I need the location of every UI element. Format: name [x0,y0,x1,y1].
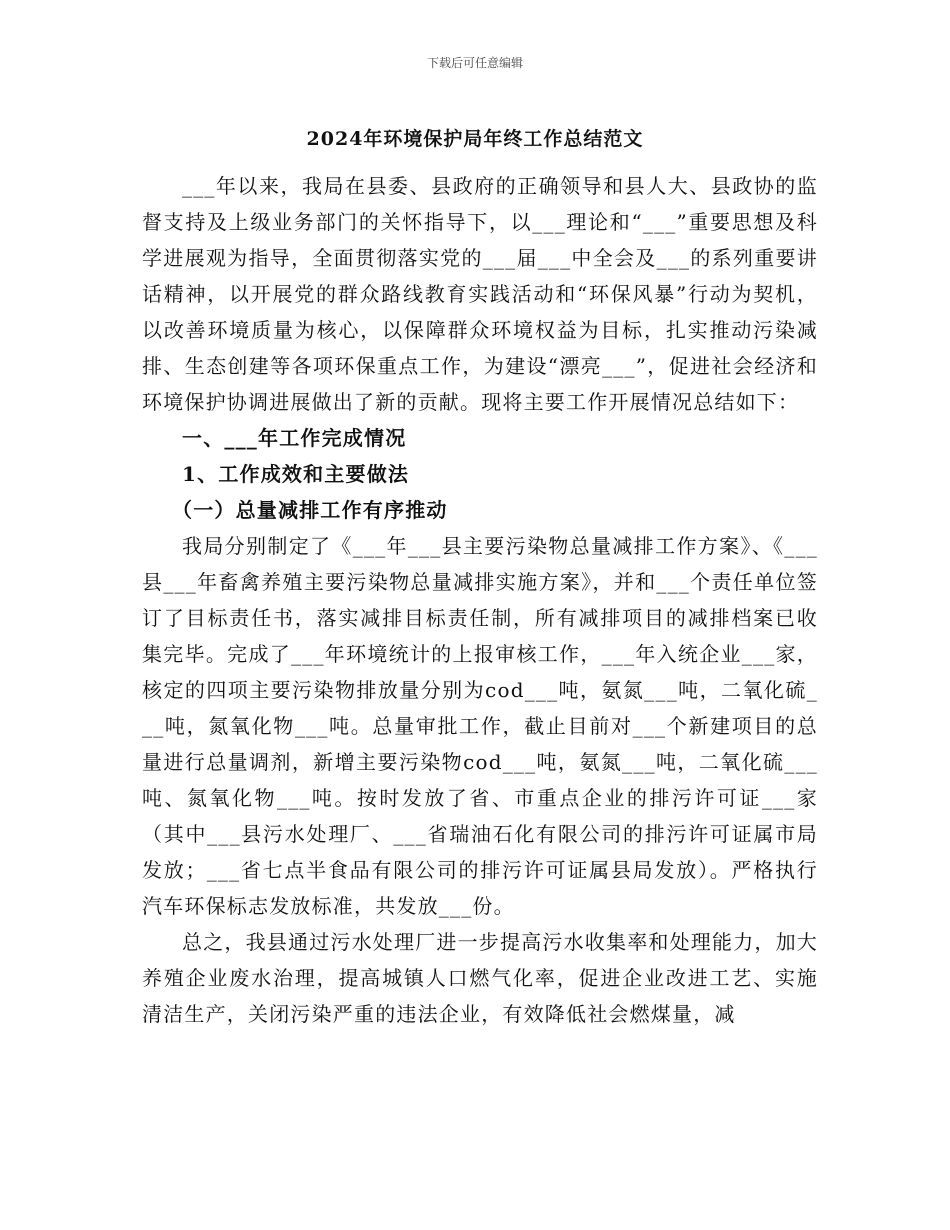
section-heading-1: 一、___年工作完成情况 [182,426,407,450]
section-heading-2: 1、工作成效和主要做法 [182,462,410,486]
intro-paragraph: ___年以来，我局在县委、县政府的正确领导和县人大、县政协的监督支持及上级业务部门的关怀指导下，以___理论和“___”重要思想及科学进展观为指导，全面贯彻落实党的___届___中全会及___的系列重要讲话精神，以开展党的群众路线教育实践活动和“环保风暴”行动为契机，以改善环境质量为核心，以保障群众环境权益为目标，扎实推动污染减排、生态创建等各项环保重点工作，为建设“漂亮___”，促进社会经济和环境保护协调进展做出了新的贡献。现将主要工作开展情况总结如下： [142,174,818,414]
document-body [142,168,818,1032]
section-heading-3: （一）总量减排工作有序推动 [172,498,448,522]
summary-paragraph: 总之，我县通过污水处理厂进一步提高污水收集率和处理能力，加大养殖企业废水治理，提高城镇人口燃气化率，促进企业改进工艺、实施清洁生产，关闭污染严重的违法企业，有效降低社会燃煤量，减 [142,930,818,1026]
document-title: 2024年环境保护局年终工作总结范文 [306,128,644,150]
emission-reduction-paragraph: 我局分别制定了《___年___县主要污染物总量减排工作方案》、《___县___年畜禽养殖主要污染物总量减排实施方案》，并和___个责任单位签订了目标责任书，落实减排目标责任制，所有减排项目的减排档案已收集完毕。完成了___年环境统计的上报审核工作，___年入统企业___家，核定的四项主要污染物排放量分别为cod___吨，氨氮___吨，二氧化硫___吨，氮氧化物___吨。总量审批工作，截止目前对___个新建项目的总量进行总量调剂，新增主要污染物cod___吨，氨氮___吨，二氧化硫___吨、氮氧化物___吨。按时发放了省、市重点企业的排污许可证___家（其中___县污水处理厂、___省瑞油石化有限公司的排污许可证属市局发放；___省七点半食品有限公司的排污许可证属县局发放）。严格执行汽车环保标志发放标准，共发放___份。 [142,534,818,918]
header-note: 下载后可任意编辑 [426,56,523,70]
